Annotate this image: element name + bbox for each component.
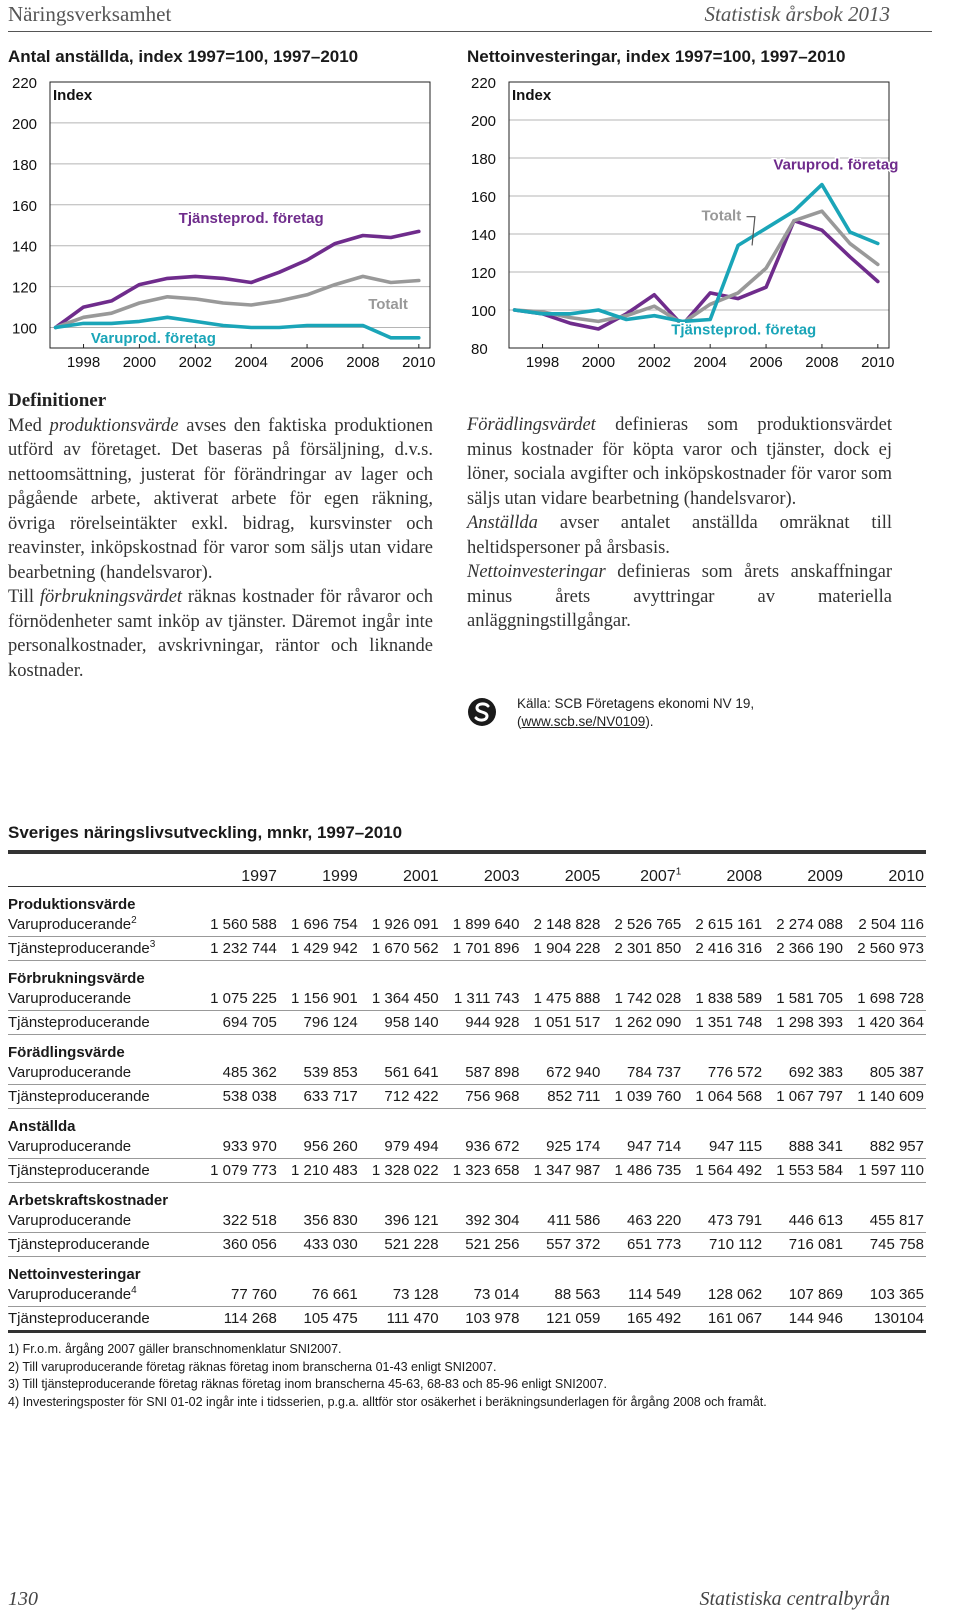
definition-value-added: Förädlingsvärdet definieras som produktionsvärdet minus kostnader för köpta varor och tjänster, dock ej löner, sociala avgifter och inköpskostnader för varor som säljs utan vidare bearbetning (handelsvaror). [467,415,892,509]
section-name: Anställda [8,1118,76,1135]
section-row [8,961,926,988]
table-title: Sveriges näringslivsutveckling, mnkr, 1997–2010 [8,823,403,842]
series-line-3 [515,185,878,322]
table-cell: 392 304 [465,1212,520,1229]
y-tick-label: 80 [471,341,488,358]
x-tick-label: 2004 [234,354,268,371]
row-label: Varuproducerande [8,1138,132,1155]
table-header-blank [8,858,198,887]
footnote: 2) Till varuproducerande företag räknas företag inom branscherna 01-43 enligt SNI2007. [8,1359,497,1374]
chart-title-employees: Antal anställda, index 1997=100, 1997–2010 [8,47,359,66]
chart-title-investments: Nettoinvesteringar, index 1997=100, 1997–2010 [467,47,846,66]
table-cell: 144 946 [788,1310,843,1327]
table-cell: 1 581 705 [776,990,843,1007]
y-tick-label: 140 [12,238,38,256]
year-header: 2007$^1$ [640,866,682,885]
table-cell: 633 717 [303,1088,358,1105]
x-tick-label: 2000 [581,354,616,371]
table-row [8,913,926,937]
table-cell: 925 174 [546,1138,601,1155]
y-tick-label: 100 [471,303,497,320]
table-cell: 360 056 [222,1236,277,1253]
row-label: Tjänsteproducerande [8,1162,150,1179]
series-label-2: Totalt [701,207,742,225]
table-cell: 561 641 [384,1064,439,1081]
table-cell: 1 742 028 [614,990,682,1007]
row-label: Varuproducerande$^4$ [8,1285,137,1303]
table-cell: 888 341 [788,1138,843,1155]
table-cell: 114 268 [223,1310,277,1327]
table-cell: 1 067 797 [776,1088,843,1105]
year-header: 2005 [564,868,601,885]
definition-employees: Anställda avser antalet anställda omräknat till heltidspersoner på årsbasis. [467,513,892,558]
x-tick-label: 1998 [525,354,560,371]
definition-net-investments: Nettoinvesteringar definieras som årets anskaffningar minus årets avyttringar av materiella anläggningstillgångar. [467,562,892,631]
section-row [8,1183,926,1210]
page-section-title: Näringsverksamhet [8,2,172,26]
y-tick-label: 200 [12,115,38,133]
table-cell: 1 323 658 [452,1162,520,1179]
table-cell: 2 560 973 [857,940,924,957]
table-cell: 1 698 728 [857,990,924,1007]
table-cell: 455 817 [869,1212,924,1229]
table-row [8,1061,926,1085]
series-label-1: Tjänsteprod. företag [178,210,324,228]
x-tick-label: 2002 [178,354,212,371]
table-row [8,1283,926,1307]
table-row [8,1209,926,1233]
table-top-rule [8,850,926,854]
table-cell: 587 898 [465,1064,520,1081]
row-label: Tjänsteproducerande [8,1310,150,1327]
y-tick-label: 160 [471,189,497,206]
series-label-3: Varuprod. företag [90,329,216,347]
table-row [8,1159,926,1183]
table-cell: 2 504 116 [858,916,924,933]
row-label: Varuproducerande [8,990,132,1007]
table-cell: 1 351 748 [695,1014,763,1031]
year-header: 2010 [888,868,924,885]
table-cell: 2 526 765 [614,916,682,933]
year-header: 2001 [403,868,439,885]
table-cell: 1 311 743 [453,990,520,1007]
table-footnotes [8,1341,767,1411]
table-cell: 77 760 [230,1286,277,1303]
table-cell: 73 014 [473,1286,520,1303]
table-cell: 944 928 [465,1014,520,1031]
table-cell: 672 940 [546,1064,601,1081]
table-cell: 947 115 [709,1138,763,1155]
table-cell: 111 470 [386,1310,439,1327]
table-row [8,937,926,961]
table-cell: 103 978 [465,1310,520,1327]
row-label: Tjänsteproducerande [8,1014,150,1031]
table-cell: 936 672 [465,1138,520,1155]
table-cell: 463 220 [627,1212,682,1229]
table-cell: 1 926 091 [371,916,439,933]
table-cell: 356 830 [303,1212,358,1229]
definitions-heading: Definitioner [8,390,107,411]
table-cell: 2 615 161 [695,916,763,933]
table-cell: 651 773 [627,1236,682,1253]
y-axis-label: Index [53,87,93,104]
table-cell: 76 661 [311,1286,358,1303]
x-tick-label: 2002 [637,354,671,371]
y-tick-label: 120 [12,279,38,297]
x-tick-label: 2010 [402,354,436,371]
table-cell: 473 791 [707,1212,763,1229]
table-cell: 557 372 [546,1236,601,1253]
y-tick-label: 180 [12,156,38,174]
table-cell: 485 362 [222,1064,277,1081]
section-row [8,1035,926,1062]
section-name: Förädlingsvärde [8,1044,125,1061]
y-tick-label: 160 [12,197,38,215]
table-cell: 2 274 088 [776,916,843,933]
table-cell: 88 563 [554,1286,601,1303]
table-cell: 1 904 228 [533,940,601,957]
table-cell: 1 564 492 [695,1162,763,1179]
table-cell: 1 701 896 [452,940,520,957]
table-cell: 73 128 [392,1286,439,1303]
table-cell: 1 696 754 [291,916,358,933]
row-label: Varuproducerande [8,1212,132,1229]
table-cell: 1 553 584 [776,1162,843,1179]
table-cell: 956 260 [303,1138,358,1155]
table-cell: 1 486 735 [614,1162,682,1179]
y-axis-label: Index [512,87,552,104]
series-label-3: Tjänsteprod. företag [671,321,817,339]
series-label-1: Varuprod. företag [773,156,899,174]
table-cell: 692 383 [788,1064,843,1081]
row-label: Varuproducerande$^2$ [8,915,137,933]
table-cell: 161 067 [707,1310,763,1327]
table-cell: 712 422 [384,1088,439,1105]
x-tick-label: 2000 [122,354,157,371]
employees-index-chart [8,70,448,380]
source-reference [467,695,927,731]
definition-consumption-value: Till förbrukningsvärdet räknas kostnader för råvaror och förnödenheter samt inköp av tjänster. Däremot ingår inte personalkostnader, avskrivningar, räntor och liknande kostnader. [8,587,433,681]
table-cell: 1 597 110 [858,1162,924,1179]
table-cell: 756 968 [465,1088,520,1105]
business-development-table [8,858,926,1333]
table-cell: 716 081 [788,1236,843,1253]
table-cell: 538 038 [222,1088,277,1105]
footnote: 3) Till tjänsteproducerande företag räknas företag inom branscherna 45-63, 68-83 och 85-96 enligt SNI2007. [8,1377,607,1391]
table-cell: 745 758 [869,1236,924,1253]
table-cell: 2 148 828 [533,916,601,933]
footer-publisher: Statistiska centralbyrån [699,1588,890,1610]
table-cell: 1 364 450 [371,990,439,1007]
table-cell: 1 064 568 [695,1088,763,1105]
table-cell: 521 256 [465,1236,520,1253]
definition-production-value: Med produktionsvärde avses den faktiska produktionen utförd av företaget. Det baseras på försäljning, d.v.s. nettoomsättning, justerat för förändringar av lager och pågående arbete, aktiverat arbete för egen räkning, övriga rörelseintäkter exkl. bidrag, kursvinster och reavinster, inköpskostnad för varor som säljs utan vidare bearbetning (handelsvaror). [8,415,433,583]
table-cell: 446 613 [788,1212,843,1229]
table-cell: 1 262 090 [614,1014,682,1031]
table-cell: 539 853 [303,1064,358,1081]
table-cell: 1 075 225 [210,990,277,1007]
table-cell: 958 140 [384,1014,439,1031]
table-cell: 322 518 [222,1212,277,1229]
year-header: 2003 [483,868,520,885]
year-header: 1999 [322,868,358,885]
x-tick-label: 2008 [805,354,839,371]
table-cell: 128 062 [707,1286,763,1303]
table-row [8,1135,926,1159]
source-link[interactable]: www.scb.se/NV0109 [521,714,646,729]
table-cell: 1 298 393 [776,1014,843,1031]
definitions-column-right [467,413,892,634]
row-label: Varuproducerande [8,1064,132,1081]
year-header: 2008 [726,868,763,885]
table-row [8,1307,926,1332]
table-row [8,1011,926,1035]
table-cell: 114 549 [628,1286,682,1303]
year-header: 1997 [241,868,277,885]
table-cell: 2 301 850 [614,940,682,957]
table-row [8,1085,926,1109]
row-label: Tjänsteproducerande [8,1236,150,1253]
table-cell: 165 492 [627,1310,682,1327]
table-cell: 1 670 562 [371,940,439,957]
x-tick-label: 1998 [66,354,101,371]
section-row [8,1109,926,1136]
page-number: 130 [8,1588,38,1610]
y-tick-label: 200 [471,113,497,130]
table-cell: 776 572 [707,1064,763,1081]
row-label: Tjänsteproducerande [8,1088,150,1105]
table-cell: 710 112 [709,1236,763,1253]
table-cell: 107 869 [788,1286,843,1303]
section-row [8,1257,926,1284]
table-cell: 882 957 [869,1138,924,1155]
table-cell: 1 140 609 [857,1088,924,1105]
section-name: Förbrukningsvärde [8,970,145,987]
table-cell: 105 475 [303,1310,358,1327]
table-cell: 1 039 760 [614,1088,682,1105]
header-divider [8,31,932,32]
x-tick-label: 2006 [290,354,324,371]
table-cell: 130104 [873,1310,924,1327]
y-tick-label: 100 [12,320,38,338]
table-row [8,1233,926,1257]
x-tick-label: 2010 [861,354,895,371]
table-cell: 1 560 588 [210,916,277,933]
y-tick-label: 220 [471,75,497,92]
table-cell: 1 210 483 [291,1162,358,1179]
net-investment-index-chart [467,70,907,380]
table-cell: 121 059 [546,1310,601,1327]
table-cell: 852 711 [547,1088,601,1105]
y-tick-label: 180 [471,151,497,168]
section-row [8,887,926,914]
table-cell: 1 420 364 [857,1014,924,1031]
table-cell: 1 156 901 [291,990,358,1007]
section-name: Produktionsvärde [8,896,136,913]
table-cell: 933 970 [222,1138,277,1155]
y-tick-label: 120 [471,265,497,282]
table-cell: 1 347 987 [533,1162,601,1179]
x-tick-label: 2008 [346,354,380,371]
section-name: Arbetskraftskostnader [8,1192,169,1209]
table-cell: 2 416 316 [695,940,763,957]
table-cell: 521 228 [384,1236,439,1253]
table-cell: 433 030 [303,1236,358,1253]
table-cell: 1 899 640 [452,916,520,933]
table-header-row [8,858,926,887]
x-tick-label: 2004 [693,354,727,371]
table-cell: 2 366 190 [776,940,843,957]
row-label: Tjänsteproducerande$^3$ [8,939,156,957]
table-cell: 805 387 [869,1064,924,1081]
table-cell: 1 328 022 [371,1162,439,1179]
table-cell: 411 586 [547,1212,601,1229]
table-cell: 1 475 888 [533,990,601,1007]
table-cell: 796 124 [303,1014,358,1031]
publication-title: Statistisk årsbok 2013 [704,2,890,26]
table-row [8,987,926,1011]
table-cell: 979 494 [384,1138,439,1155]
table-cell: 1 051 517 [533,1014,601,1031]
series-label-2: Totalt [368,296,408,314]
table-cell: 396 121 [384,1212,439,1229]
x-tick-label: 2006 [749,354,783,371]
table-cell: 103 365 [869,1286,924,1303]
table-cell: 784 737 [627,1064,682,1081]
scb-logo-icon [467,697,497,727]
footnote: 1) Fr.o.m. årgång 2007 gäller branschnomenklatur SNI2007. [8,1342,342,1356]
table-cell: 947 714 [627,1138,682,1155]
source-text: Källa: SCB Företagens ekonomi NV 19, (www.scb.se/NV0109). [517,696,755,729]
y-tick-label: 220 [12,75,38,92]
definitions-column-left [8,389,433,683]
table-cell: 694 705 [222,1014,277,1031]
year-header: 2009 [807,868,843,885]
table-cell: 1 429 942 [291,940,358,957]
table-cell: 1 838 589 [695,990,763,1007]
footnote: 4) Investeringsposter för SNI 01-02 ingår inte i tidsserien, p.g.a. alltför stor osäkerhet i beräkningsunderlagen för årgång 2008 och framåt. [8,1394,767,1409]
table-cell: 1 232 744 [210,940,277,957]
y-tick-label: 140 [471,227,497,244]
table-cell: 1 079 773 [210,1162,277,1179]
section-name: Nettoinvesteringar [8,1266,141,1283]
